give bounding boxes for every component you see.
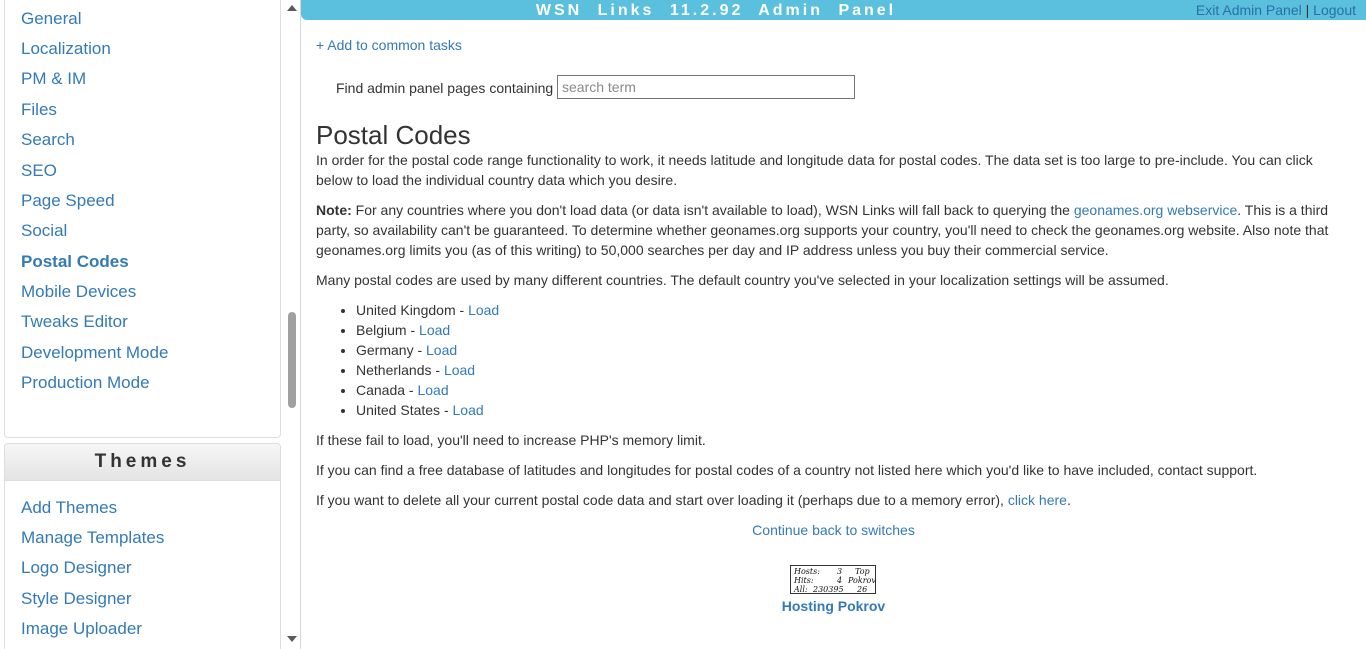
sidebar-item-seo[interactable]: SEO [21,161,57,180]
sidebar-item-style-designer[interactable]: Style Designer [21,589,132,608]
continue-row [316,520,1351,540]
free-database-paragraph: If you can find a free database of latitudes and longitudes for postal codes of a country not listed here which you'd like to have included, contact support. [316,462,1258,478]
counter-rank-value: 26 [857,585,868,594]
logout-link[interactable]: Logout [1313,2,1356,18]
sidebar-item-social[interactable]: Social [21,221,68,240]
add-to-common-tasks-link[interactable]: + Add to common tasks [316,37,462,53]
sidebar-item-page-speed[interactable]: Page Speed [21,191,115,210]
counter-hosts-value: 3 [837,567,843,576]
country-name: Belgium - [356,322,420,338]
admin-sidebar [0,0,300,649]
many-countries-paragraph: Many postal codes are used by many different countries. The default country you've selected in your localization settings will be assumed. [316,272,1169,288]
load-canada-link[interactable]: Load [417,382,449,398]
note-paragraph [316,200,1346,260]
list-item [356,360,499,380]
sidebar-item-pm-im[interactable]: PM & IM [21,69,87,88]
list-item [356,400,499,420]
hit-counter-badge[interactable] [790,565,876,594]
topbar-separator: | [1305,2,1310,18]
hosting-row [316,598,1351,614]
counter-hits-value: 4 [837,576,843,585]
delete-text: If you want to delete all your current postal code data and start over loading it (perhaps due to a memory error), [316,492,1008,508]
scroll-thumb[interactable] [288,312,296,408]
country-name: Germany - [356,342,427,358]
country-name: United Kingdom - [356,302,469,318]
scroll-up-arrow-icon[interactable] [287,5,297,11]
load-belgium-link[interactable]: Load [419,322,451,338]
note-text-1: For any countries where you don't load data (or data isn't available to load), WSN Links will fall back to querying the [351,202,1074,218]
counter-all-value: 230395 [813,585,844,594]
intro-paragraph: In order for the postal code range functionality to work, it needs latitude and longitude data for postal codes. The data set is too large to pre-include. You can click below to load the individual country data which you desire. [316,152,1313,188]
load-netherlands-link[interactable]: Load [443,362,476,378]
sidebar-divider [300,0,301,649]
sidebar-item-tweaks-editor[interactable]: Tweaks Editor [21,312,128,331]
country-name: Netherlands - [356,362,444,378]
hosting-pokrov-link[interactable]: Hosting Pokrov [781,598,886,614]
delete-click-here-link[interactable]: click here [1007,492,1067,508]
load-united-kingdom-link[interactable]: Load [468,302,500,318]
country-name: United States - [356,402,453,418]
page-title: Postal Codes [316,120,471,150]
counter-hits-label: Hits: [794,576,814,585]
exit-admin-panel-link[interactable]: Exit Admin Panel [1195,2,1302,18]
counter-hosts-label: Hosts: [794,567,820,576]
sidebar-item-files[interactable]: Files [21,100,57,119]
load-germany-link[interactable]: Load [426,342,458,358]
list-item [356,380,499,400]
sidebar-item-production-mode[interactable]: Production Mode [21,373,150,392]
sidebar-item-add-themes[interactable]: Add Themes [21,498,118,517]
continue-back-to-switches-link[interactable]: Continue back to switches [752,522,915,538]
sidebar-item-logo-designer[interactable]: Logo Designer [21,558,132,577]
settings-menu-box [4,0,281,438]
sidebar-item-image-uploader[interactable]: Image Uploader [21,619,142,638]
themes-menu-box [4,443,281,649]
list-item [356,340,499,360]
sidebar-item-manage-templates[interactable]: Manage Templates [21,528,165,547]
delete-end: . [1066,492,1071,508]
admin-top-bar [301,0,1366,20]
counter-top-label: Top [855,567,870,576]
load-united-states-link[interactable]: Load [452,402,484,418]
counter-pokrov-label: Pokrov [848,576,876,585]
sidebar-item-localization[interactable]: Localization [21,39,111,58]
themes-header[interactable]: Themes [5,444,280,481]
list-item [356,320,499,340]
sidebar-item-search[interactable]: Search [21,130,75,149]
sidebar-item-mobile-devices[interactable]: Mobile Devices [21,282,137,301]
sidebar-item-postal-codes[interactable]: Postal Codes [21,252,129,271]
scroll-down-arrow-icon[interactable] [287,636,297,642]
note-text-2: . This is a third party, so availability can't be guaranteed. To determine whether geonames.org supports your country, you'll need to check the geonames.org website. Also note that geonames.org limits you (as of this writing) to 50,000 searches per day and IP address unless you buy their commercial service. [316,202,1329,258]
counter-all-label: All: [794,585,808,594]
geonames-webservice-link[interactable]: geonames.org webservice [1073,202,1238,218]
country-list [316,300,499,420]
sidebar-scrollbar[interactable] [283,0,300,649]
topbar-links [1196,2,1356,18]
country-name: Canada - [356,382,418,398]
sidebar-item-development-mode[interactable]: Development Mode [21,343,169,362]
search-label: Find admin panel pages containing [336,80,554,96]
list-item [356,300,499,320]
memory-limit-paragraph: If these fail to load, you'll need to increase PHP's memory limit. [316,432,706,448]
note-label: Note: [316,202,352,218]
admin-panel-title: WSN Links 11.2.92 Admin Panel [535,2,897,19]
delete-data-paragraph [316,490,1346,510]
admin-search-input[interactable] [557,75,855,99]
sidebar-item-general[interactable]: General [21,9,82,28]
